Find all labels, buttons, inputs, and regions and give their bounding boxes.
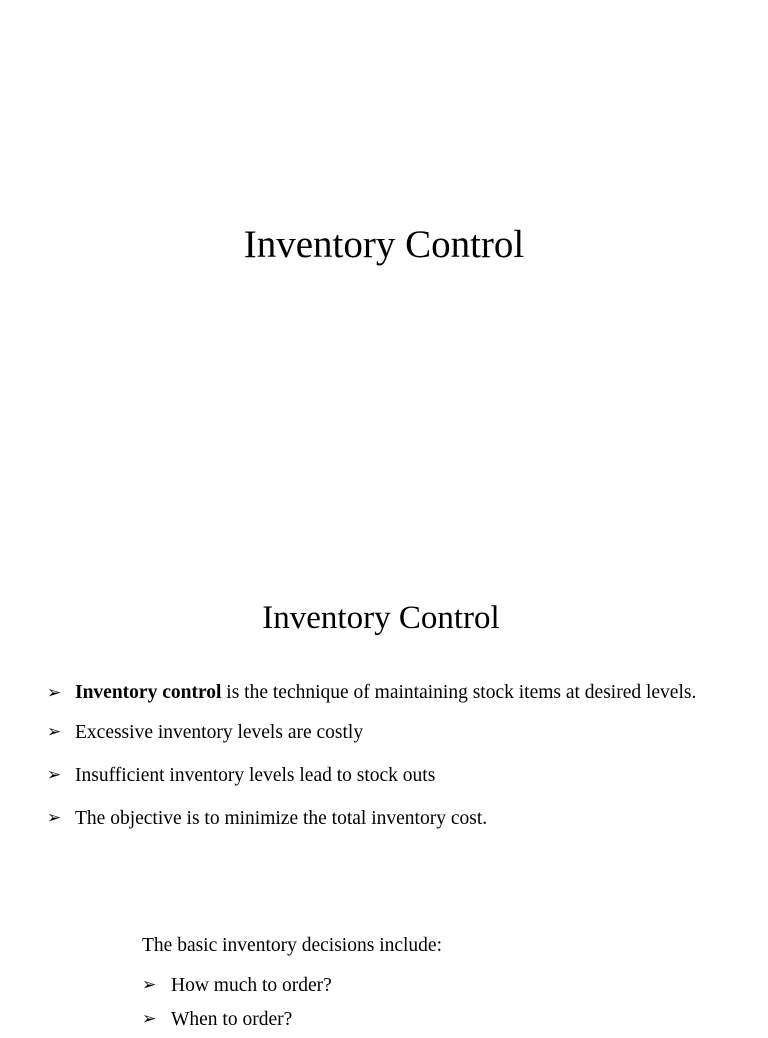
decisions-intro: The basic inventory decisions include: xyxy=(142,935,443,956)
decision-text: When to order? xyxy=(171,1009,293,1030)
bullet-item xyxy=(47,803,722,846)
arrow-bullet-icon: ➢ xyxy=(47,765,62,785)
bullet-item xyxy=(47,674,722,712)
decision-item xyxy=(142,1004,332,1038)
decision-text: How much to order? xyxy=(171,975,332,996)
decisions-list xyxy=(142,970,332,1038)
bullet-item xyxy=(47,717,722,760)
bullet-text: The objective is to minimize the total inventory cost. xyxy=(75,808,488,829)
slide-title: Inventory Control xyxy=(262,600,500,636)
bullet-list xyxy=(47,674,722,846)
bullet-text: is the technique of maintaining stock items at desired levels. xyxy=(221,682,697,703)
arrow-bullet-icon: ➢ xyxy=(47,722,62,742)
arrow-bullet-icon: ➢ xyxy=(142,975,157,995)
bullet-item xyxy=(47,760,722,803)
bullet-bold-term: Inventory control xyxy=(75,682,222,703)
arrow-bullet-icon: ➢ xyxy=(47,683,62,703)
bullet-text: Insufficient inventory levels lead to stock outs xyxy=(75,765,436,786)
decision-item xyxy=(142,970,332,1004)
arrow-bullet-icon: ➢ xyxy=(47,808,62,828)
arrow-bullet-icon: ➢ xyxy=(142,1009,157,1029)
bullet-text: Excessive inventory levels are costly xyxy=(75,722,364,743)
slide-title: Inventory Control xyxy=(243,223,525,266)
